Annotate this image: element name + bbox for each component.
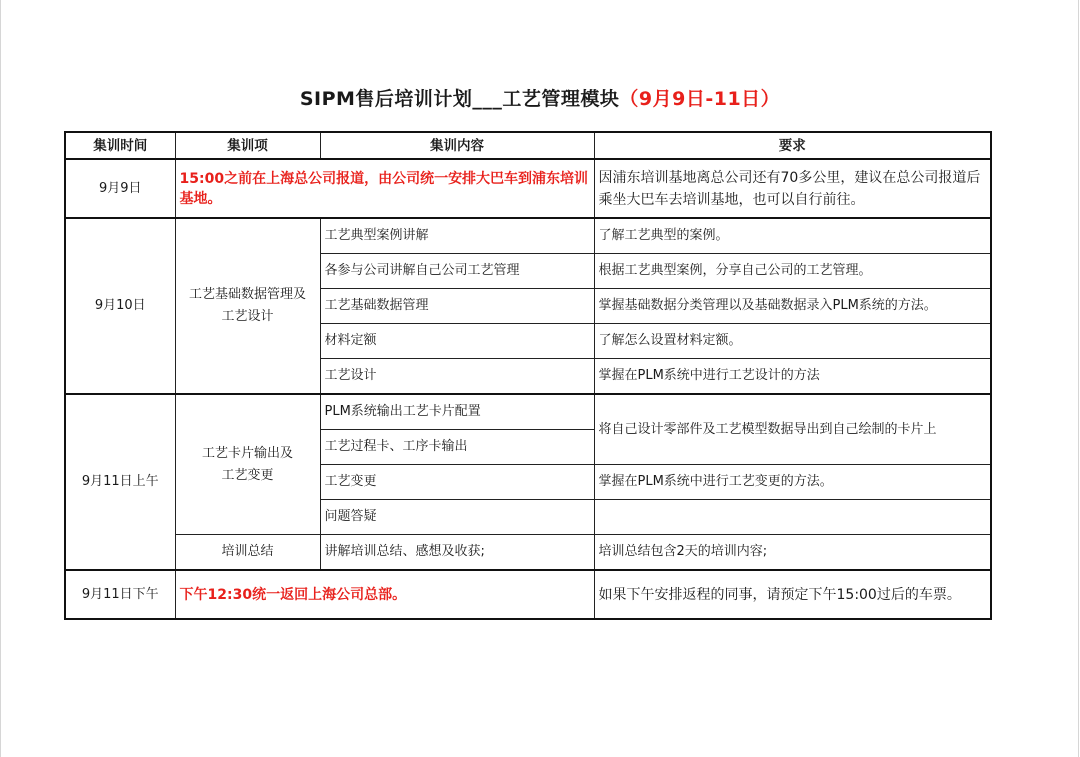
content-cell: 问题答疑 [320, 500, 594, 535]
requirement-cell: 因浦东培训基地离总公司还有70多公里，建议在总公司报道后乘坐大巴车去培训基地，也可以自行前往。 [594, 159, 991, 218]
title-main: SIPM售后培训计划___工艺管理模块 [299, 88, 620, 110]
notice-cell: 15:00之前在上海总公司报道，由公司统一安排大巴车到浦东培训基地。 [175, 159, 594, 218]
requirement-cell: 掌握在PLM系统中进行工艺变更的方法。 [594, 465, 991, 500]
header-content: 集训内容 [320, 132, 594, 159]
item-cell: 工艺卡片输出及工艺变更 [175, 394, 320, 535]
table-row [65, 535, 991, 571]
requirement-cell: 掌握在PLM系统中进行工艺设计的方法 [594, 359, 991, 395]
requirement-cell: 如果下午安排返程的同事，请预定下午15:00过后的车票。 [594, 570, 991, 619]
table-row [65, 394, 991, 430]
page-edge [1078, 0, 1079, 757]
requirement-cell: 掌握基础数据分类管理以及基础数据录入PLM系统的方法。 [594, 289, 991, 324]
title-date-range: （9月9日-11日） [619, 88, 781, 110]
training-plan-table [64, 131, 992, 620]
requirement-cell: 了解怎么设置材料定额。 [594, 324, 991, 359]
content-cell: 工艺典型案例讲解 [320, 218, 594, 254]
content-cell: 工艺基础数据管理 [320, 289, 594, 324]
item-cell: 培训总结 [175, 535, 320, 571]
requirement-cell: 根据工艺典型案例，分享自己公司的工艺管理。 [594, 254, 991, 289]
table-row [65, 159, 991, 218]
header-time: 集训时间 [65, 132, 175, 159]
header-item: 集训项 [175, 132, 320, 159]
content-cell: 工艺变更 [320, 465, 594, 500]
time-cell: 9月9日 [65, 159, 175, 218]
requirement-cell: 培训总结包含2天的培训内容; [594, 535, 991, 571]
page-edge [0, 0, 1, 757]
requirement-cell: 将自己设计零部件及工艺模型数据导出到自己绘制的卡片上 [594, 394, 991, 465]
table-row [65, 570, 991, 619]
requirement-cell: 了解工艺典型的案例。 [594, 218, 991, 254]
item-cell: 工艺基础数据管理及工艺设计 [175, 218, 320, 394]
time-cell: 9月11日下午 [65, 570, 175, 619]
content-cell: 工艺设计 [320, 359, 594, 395]
time-cell: 9月10日 [65, 218, 175, 394]
notice-cell: 下午12:30统一返回上海公司总部。 [175, 570, 594, 619]
header-requirement: 要求 [594, 132, 991, 159]
content-cell: 材料定额 [320, 324, 594, 359]
table-row [65, 218, 991, 254]
content-cell: 讲解培训总结、感想及收获; [320, 535, 594, 571]
content-cell: 各参与公司讲解自己公司工艺管理 [320, 254, 594, 289]
table-header-row [65, 132, 991, 159]
content-cell: PLM系统输出工艺卡片配置 [320, 394, 594, 430]
requirement-cell [594, 500, 991, 535]
document-title [0, 84, 1080, 111]
content-cell: 工艺过程卡、工序卡输出 [320, 430, 594, 465]
time-cell: 9月11日上午 [65, 394, 175, 570]
